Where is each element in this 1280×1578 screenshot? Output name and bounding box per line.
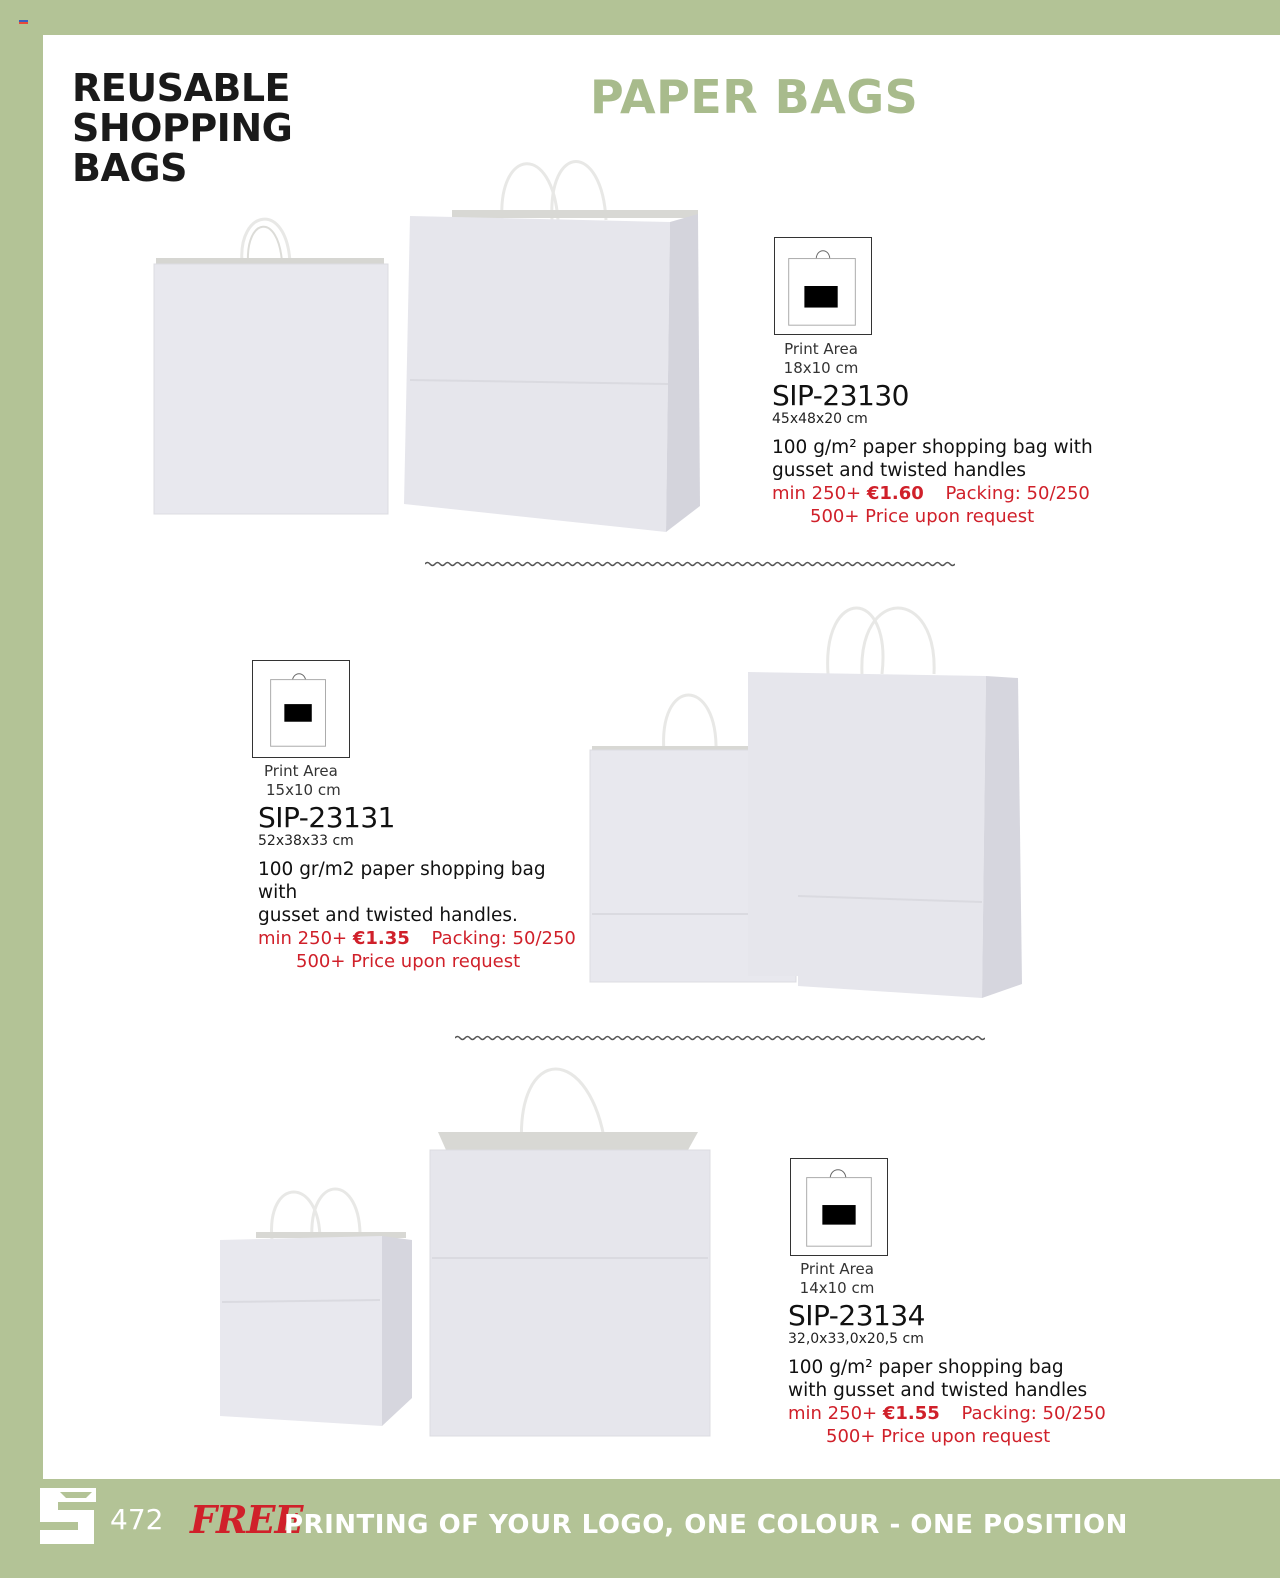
print-area-icon [774, 237, 872, 335]
print-area-size: 14x10 cm [799, 1279, 875, 1297]
price-request: 500+ Price upon request [296, 951, 521, 972]
price-request: 500+ Price upon request [826, 1426, 1051, 1447]
print-area-size: 18x10 cm [783, 359, 859, 377]
print-area-icon [790, 1158, 888, 1256]
free-label: FREE [190, 1497, 303, 1542]
min-quantity: min 250+ [772, 483, 862, 504]
print-area-label: Print Area [264, 762, 338, 780]
page-number: 472 [110, 1503, 164, 1536]
print-area-icon [252, 660, 350, 758]
unit-price: €1.35 [352, 928, 410, 949]
print-area-size: 15x10 cm [266, 781, 341, 799]
price-request: 500+ Price upon request [810, 506, 1035, 527]
language-flag-icon [19, 20, 28, 25]
product-code: SIP-23134 [788, 1299, 925, 1332]
packing-info: Packing: 50/250 [431, 928, 576, 949]
paper-bag-image [426, 1050, 712, 1440]
section-divider [455, 1034, 985, 1042]
company-logo-icon [36, 1484, 100, 1548]
paper-bag-image [742, 596, 1024, 1002]
product-description [772, 436, 1102, 482]
packing-info: Packing: 50/250 [961, 1403, 1106, 1424]
price-line [788, 1402, 1118, 1425]
print-area-label: Print Area [800, 1260, 874, 1278]
section-title [72, 68, 292, 188]
description-line: 100 gr/m2 paper shopping bag with [258, 859, 546, 903]
description-line: with gusset and twisted handles [788, 1380, 1088, 1401]
unit-price: €1.55 [882, 1403, 940, 1424]
product-description [258, 858, 588, 927]
price-line [258, 927, 588, 950]
page-heading: PAPER BAGS [590, 70, 919, 124]
product-code: SIP-23131 [258, 801, 395, 834]
description-line: gusset and twisted handles. [258, 905, 518, 926]
product-dimensions: 32,0x33,0x20,5 cm [788, 1331, 924, 1347]
product-info [788, 1260, 1118, 1448]
product-code: SIP-23130 [772, 379, 909, 412]
product-info [258, 762, 588, 973]
section-divider [425, 560, 955, 568]
footer-banner-text: PRINTING OF YOUR LOGO, ONE COLOUR - ONE POSITION [284, 1510, 1128, 1540]
paper-bag-image [216, 1180, 416, 1430]
section-title-line: BAGS [72, 146, 187, 190]
paper-bag-image [402, 148, 702, 536]
unit-price: €1.60 [866, 483, 924, 504]
min-quantity: min 250+ [788, 1403, 878, 1424]
description-line: 100 g/m² paper shopping bag [788, 1357, 1064, 1378]
product-info [772, 340, 1102, 528]
print-area-label: Print Area [784, 340, 858, 358]
packing-info: Packing: 50/250 [945, 483, 1090, 504]
product-description [788, 1356, 1118, 1402]
price-line [772, 482, 1102, 505]
section-title-line: REUSABLE [72, 66, 290, 110]
description-line: gusset and twisted handles [772, 460, 1027, 481]
min-quantity: min 250+ [258, 928, 348, 949]
product-dimensions: 45x48x20 cm [772, 411, 868, 427]
description-line: 100 g/m² paper shopping bag with [772, 437, 1093, 458]
product-dimensions: 52x38x33 cm [258, 833, 354, 849]
paper-bag-image [150, 200, 390, 516]
section-title-line: SHOPPING [72, 106, 293, 150]
